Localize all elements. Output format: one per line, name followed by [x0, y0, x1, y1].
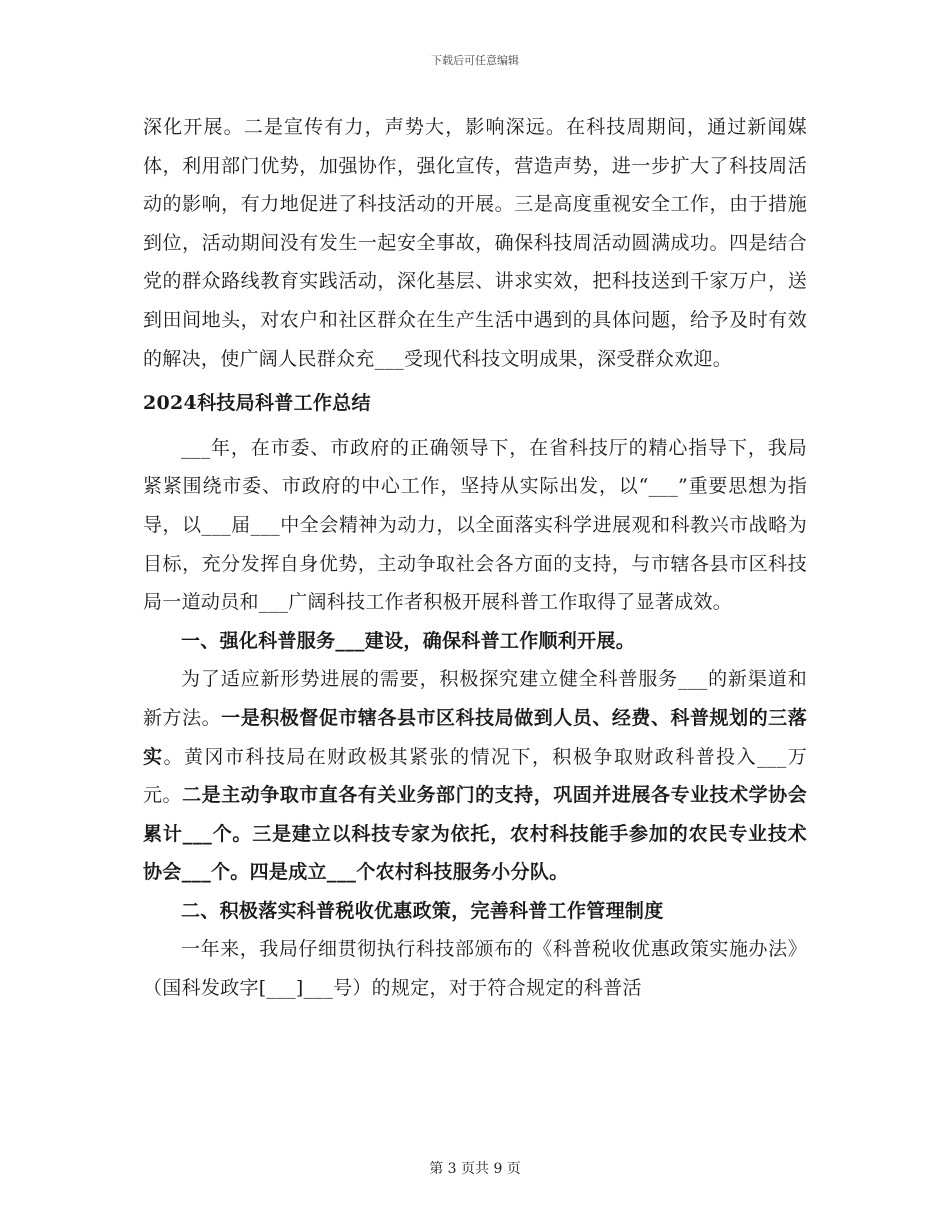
section-1-lead-text: 为了适应新形势进展的需要，积极探究建立健全科普服务___的新渠道和新方法。: [143, 668, 807, 729]
page-footer: 第 3 页共 9 页: [429, 1161, 521, 1177]
section-1-bold-text-1: 一是积极督促市辖各县市区科技局做到人员、经费、科普规划的三落实: [143, 706, 807, 768]
continuation-paragraph: 深化开展。二是宣传有力，声势大，影响深远。在科技周期间，通过新闻媒体，利用部门优势，加强协作，强化宣传，营造声势，进一步扩大了科技周活动的影响，有力地促进了科技活动的开展。三是高度重视安全工作，由于措施到位，活动期间没有发生一起安全事故，确保科技周活动圆满成功。四是结合党的群众路线教育实践活动，深化基层、讲求实效，把科技送到千家万户，送到田间地头，对农户和社区群众在生产生活中遇到的具体问题，给予及时有效的解决，使广阔人民群众充___受现代科技文明成果，深受群众欢迎。: [143, 116, 807, 370]
page-header: 下载后可任意编辑: [431, 54, 519, 67]
section-1-heading: 一、强化科普服务___建设，确保科普工作顺利开展。: [181, 629, 636, 652]
section-2-heading: 二、积极落实科普税收优惠政策，完善科普工作管理制度: [181, 899, 664, 922]
section-2-paragraph: 一年来，我局仔细贯彻执行科技部颁布的《科普税收优惠政策实施办法》（国科发政字[___]___号）的规定，对于符合规定的科普活: [143, 938, 807, 1000]
section-1-paragraph: [143, 660, 807, 892]
document-title: 2024科技局科普工作总结: [143, 392, 371, 415]
section-1-bold-text-2: 二是主动争取市直各有关业务部门的支持，巩固并进展各专业技术学协会累计___个。三是建立以科技专家为依托，农村科技能手参加的农民专业技术协会___个。四是成立___个农村科技服务小分队。: [143, 784, 807, 884]
section-1-mid-text: 。黄冈市科技局在财政极其紧张的情况下，积极争取财政科普投入___万元。: [143, 745, 807, 807]
document-body: [143, 108, 807, 1008]
intro-paragraph: ___年，在市委、市政府的正确领导下，在省科技厅的精心指导下，我局紧紧围绕市委、市政府的中心工作，坚持从实际出发，以“___”重要思想为指导，以___届___中全会精神为动力，以全面落实科学进展观和科教兴市战略为目标，充分发挥自身优势，主动争取社会各方面的支持，与市辖各县市区科技局一道动员和___广阔科技工作者积极开展科普工作取得了显著成效。: [143, 436, 807, 614]
